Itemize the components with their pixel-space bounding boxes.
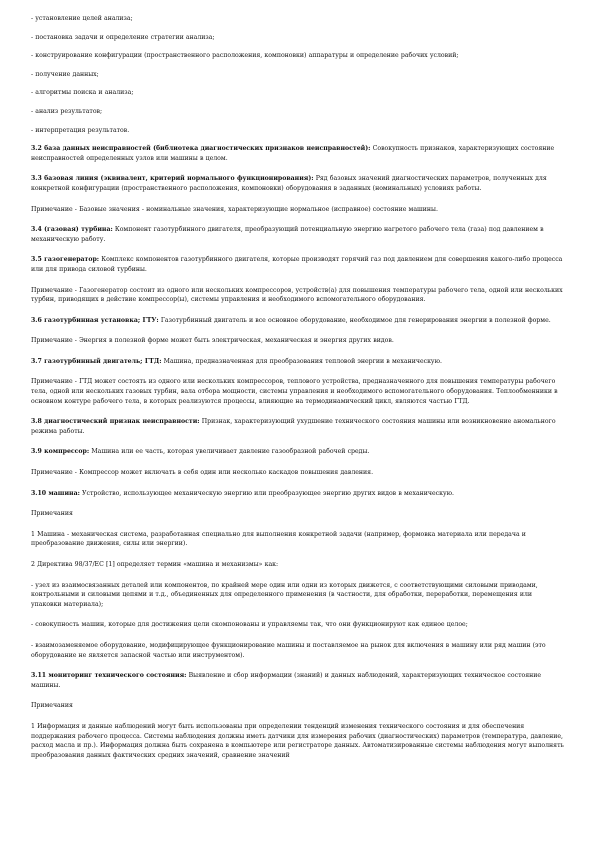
paragraph-n36 [31, 336, 564, 346]
text-n33: Примечание - Базовые значения - номинальные значения, характеризующие нормальное (исправное) состояние машины. [31, 205, 438, 213]
text-n310b: 2 Директива 98/37/ЕС [1] определяет термин «машина и механизмы» как: [31, 561, 279, 568]
paragraph-n311a [31, 722, 564, 760]
text-d33: Ряд базовых значений диагностических параметров, полученных для конкретной конфигурации (пространственного расположения, компоновки) оборудования в заданных (номинальных) условиях работы. [31, 175, 547, 192]
text-d38: Признак, характеризующий ухудшение технического состояния машины или возникновение аномального режима работы. [31, 418, 556, 435]
paragraph-n33 [31, 205, 564, 215]
paragraph-d310 [31, 489, 564, 499]
text-d32: Совокупность признаков, характеризующих состояние неисправностей определенных узлов или машины в целом. [31, 145, 555, 162]
paragraph-d311 [31, 671, 564, 690]
text-n310d: - совокупность машин, которые для достижения цели скомпонованы и управляемы так, что они функционируют как единое целое; [31, 621, 468, 629]
text-d37: Машина, предназначенная для преобразования тепловой энергии в механическую. [161, 357, 442, 365]
paragraph-d39 [31, 447, 564, 457]
text-b5: - алгоритмы поиска и анализа; [31, 89, 134, 97]
paragraph-d35 [31, 255, 564, 274]
text-b6: - анализ результатов; [31, 107, 103, 115]
paragraph-b2 [31, 33, 564, 43]
paragraph-nh2 [31, 701, 564, 711]
term-d310: 3.10 машина: [31, 489, 80, 497]
text-b3: - конструирование конфигурации (пространственного расположения, компоновки) аппаратуры и определение рабочих условий; [31, 52, 459, 60]
term-d34: 3.4 (газовая) турбина: [31, 226, 113, 234]
paragraph-b7 [31, 126, 564, 136]
term-d37: 3.7 газотурбинный двигатель; ГТД: [31, 357, 162, 365]
text-d310: Устройство, использующее механическую энергию или преобразующее энергию других видов в механическую. [79, 489, 454, 497]
term-d35: 3.5 газогенератор: [31, 256, 100, 264]
text-b2: - постановка задачи и определение стратегии анализа; [31, 33, 215, 41]
text-nh1: Примечания [31, 510, 73, 518]
paragraph-d34 [31, 225, 564, 244]
term-d311: 3.11 мониторинг технического состояния: [31, 672, 187, 680]
paragraph-b4 [31, 70, 564, 80]
paragraph-n310c [31, 581, 564, 610]
paragraph-n39 [31, 468, 564, 478]
text-nh2: Примечания [31, 702, 73, 710]
paragraph-n37 [31, 377, 564, 406]
paragraph-b5 [31, 88, 564, 98]
text-n310e: - взаимозаменяемое оборудование, модифицирующее функционирование машины и поставляемое на рынок для включения в машину или ряд машин (это оборудование не является запасной частью или инструментом). [31, 641, 546, 659]
text-d34: Компонент газотурбинного двигателя, преобразующий потенциальную энергию нагретого рабочего тела (газа) под давлением в механическую работу. [31, 226, 544, 243]
term-d33: 3.3 базовая линия (эквивалент, критерий нормального функционирования): [31, 175, 314, 183]
paragraph-n310d [31, 620, 564, 630]
term-d36: 3.6 газотурбинная установка; ГТУ: [31, 316, 159, 324]
text-d36: Газотурбинный двигатель и все основное оборудование, необходимое для генерирования энергии в полезной форме. [158, 316, 551, 324]
term-d38: 3.8 диагностический признак неисправности: [31, 418, 200, 426]
text-d35: Комплекс компонентов газотурбинного двигателя, которые производят горячий газ под давлением для совершения какого-либо процесса или для привода силовой турбины. [31, 256, 563, 273]
text-n311a: 1 Информация и данные наблюдений могут быть использованы при определении тенденций изменения технического состояния и для обеспечения поддержания рабочего процесса. Системы наблюдения должны иметь датчики для измерения рабочих (диагностических) параметров (температура, давление, расход масла и пр.). Информация должна быть сохранена в компьютере или регистраторе данных. Автоматизированные системы наблюдения могут выполнять преобразования данных фактических средних значений, сравнение значений [31, 722, 564, 759]
paragraph-b1 [31, 14, 564, 24]
text-n35: Примечание - Газогенератор состоит из одного или нескольких компрессоров, устройств(а) для повышения температуры рабочего тела, одной или нескольких турбин, приводящих в действие компрессор(ы), системы управления и необходимого вспомогательного оборудования. [31, 286, 563, 304]
text-n310c: - узел из взаимосвязанных деталей или компонентов, по крайней мере один или одни из которых движется, с соответствующими силовыми приводами, контрольными и силовыми цепями и т.д., объединенных для определенного применения (в частности, для обработки, переработки, перемещения или упаковки материала); [31, 581, 538, 608]
paragraph-b3 [31, 51, 564, 61]
paragraph-b6 [31, 107, 564, 117]
term-d32: 3.2 база данных неисправностей (библиотека диагностических признаков неисправностей): [31, 145, 371, 153]
paragraph-n310b [31, 560, 564, 570]
paragraph-d33 [31, 174, 564, 193]
term-d39: 3.9 компрессор: [31, 448, 90, 456]
paragraph-d38 [31, 417, 564, 436]
paragraph-n35 [31, 286, 564, 305]
paragraph-d37 [31, 357, 564, 367]
paragraph-nh1 [31, 509, 564, 519]
paragraph-n310e [31, 641, 564, 660]
text-n39: Примечание - Компрессор может включать в себя один или несколько каскадов повышения давления. [31, 469, 374, 477]
text-b7: - интерпретация результатов. [31, 126, 130, 134]
text-n36: Примечание - Энергия в полезной форме может быть электрическая, механическая и энергия других видов. [31, 337, 394, 345]
text-b1: - установление целей анализа; [31, 15, 133, 22]
text-d311: Выявление и сбор информации (знаний) и данных наблюдений, характеризующих техническое состояние машины. [31, 672, 542, 689]
text-n310a: 1 Машина - механическая система, разработанная специально для выполнения конкретной задачи (например, формовка материала или передача и преобразование движения, силы или энергии). [31, 530, 526, 548]
paragraph-d32 [31, 144, 564, 163]
text-n37: Примечание - ГТД может состоять из одного или нескольких компрессоров, теплового устройства, предназначенного для повышения температуры рабочего тела, одной или нескольких газовых турбин, вала отбора мощности, системы управления и необходимого вспомогательного оборудования. Теплообменники в основном контуре рабочего тела, в которых реализуются процессы, влияющие на термодинамический цикл, являются частью ГТД. [31, 378, 558, 405]
paragraph-n310a [31, 530, 564, 549]
text-b4: - получение данных; [31, 70, 99, 78]
text-d39: Машина или ее часть, которая увеличивает давление газообразной рабочей среды. [89, 448, 370, 456]
paragraph-d36 [31, 316, 564, 326]
